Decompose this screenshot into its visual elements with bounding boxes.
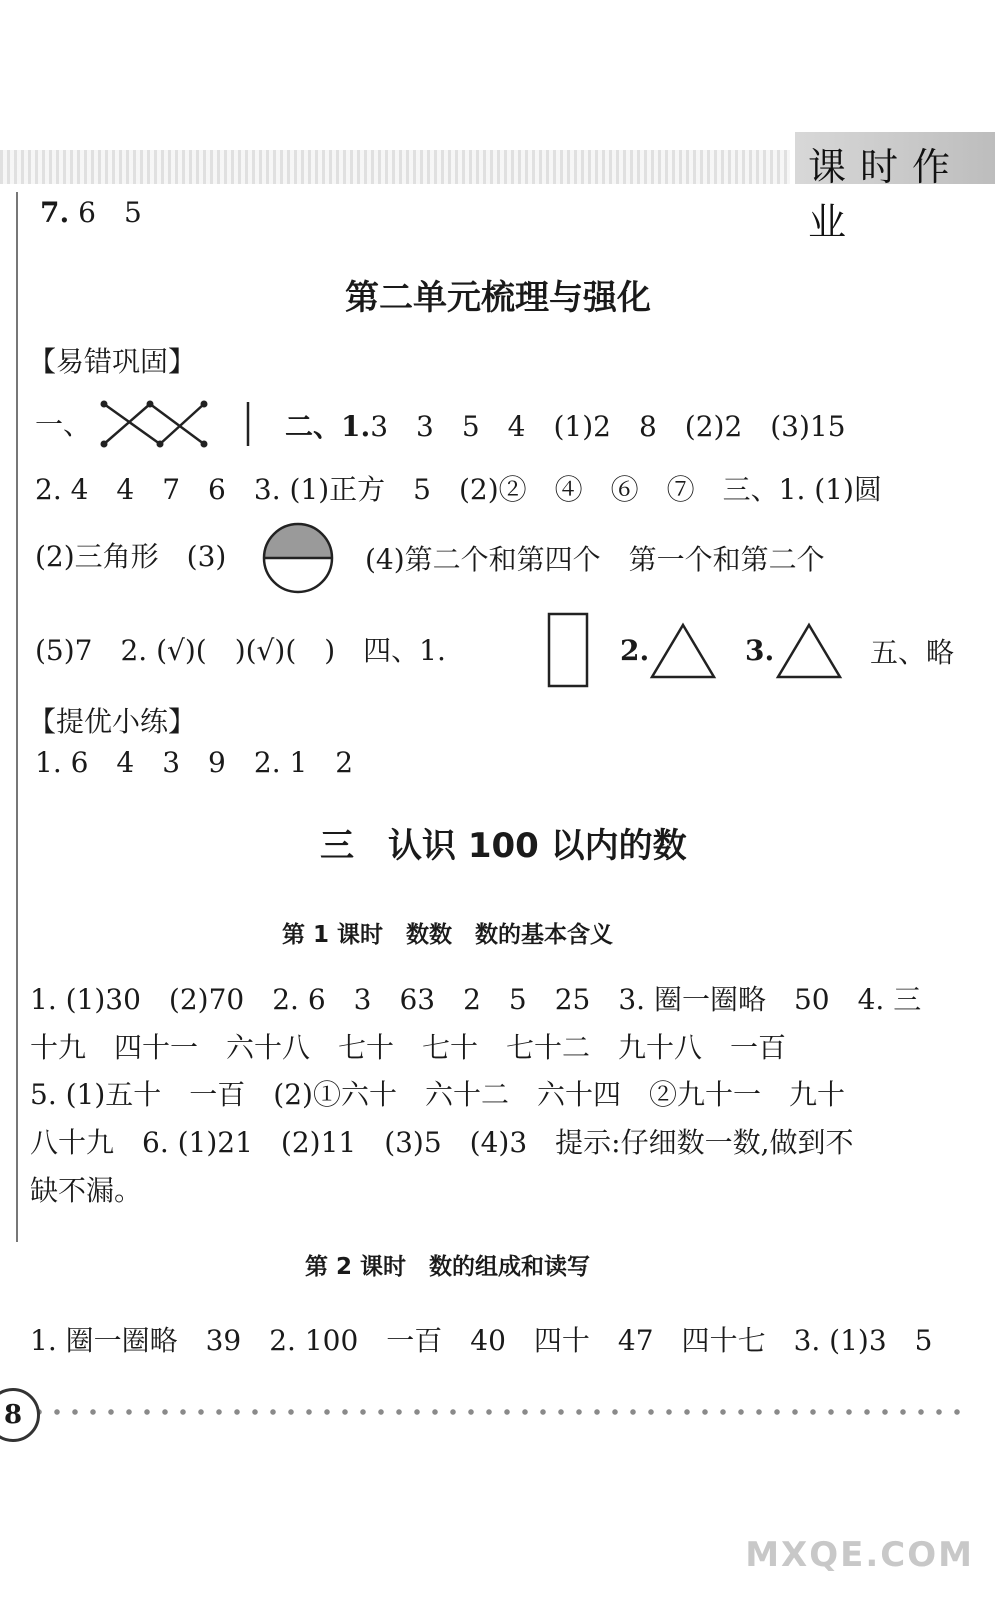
- row3-part2: (4)第二个和第四个 第一个和第二个: [365, 543, 825, 576]
- footer-dot-border: [30, 1405, 970, 1419]
- vertical-segment: [244, 400, 252, 448]
- row3-part1: (2)三角形 (3): [35, 540, 227, 573]
- lesson2-line: 1. 圈一圈略 39 2. 100 一百 40 四十 47 四十七 3. (1)3 5: [30, 1324, 933, 1357]
- lesson1-line: 5. (1)五十 一百 (2)①六十 六十二 六十四 ②九十一 九十: [30, 1078, 845, 1111]
- answer-line-7: 7. 6 5: [40, 196, 142, 229]
- row4-label3: 3.: [745, 634, 775, 667]
- lesson1-title: 第 1 课时 数数 数的基本含义: [282, 922, 614, 948]
- rectangle-shape: [548, 613, 590, 689]
- triangle-shape-1: [650, 623, 716, 679]
- page-number: 8: [0, 1388, 40, 1442]
- lesson1-line: 十九 四十一 六十八 七十 七十 七十二 九十八 一百: [30, 1031, 787, 1064]
- row4-label2: 2.: [620, 634, 650, 667]
- unit2-title: 第二单元梳理与强化: [345, 278, 651, 318]
- row1-prefix: 一、: [35, 408, 92, 441]
- row2: 2. 4 4 7 6 3. (1)正方 5 (2)② ④ ⑥ ⑦ 三、1. (1)圆: [35, 473, 882, 506]
- header-title: 课时作业: [808, 145, 965, 244]
- row4-part1: (5)7 2. (√)( )(√)( ) 四、1.: [35, 634, 446, 667]
- triangle-shape-2: [776, 623, 842, 679]
- watermark-logo: MXQE.COM: [745, 1535, 974, 1575]
- lesson1-line: 八十九 6. (1)21 (2)11 (3)5 (4)3 提示:仔细数一数,做到不: [30, 1126, 854, 1159]
- header-band: [0, 150, 790, 184]
- section-improve-practice: 【提优小练】: [28, 705, 197, 738]
- lesson1-line: 缺不漏。: [30, 1174, 143, 1207]
- row1-part2: 二、1.3 3 5 4 (1)2 8 (2)2 (3)15: [285, 410, 846, 443]
- margin-line: [16, 192, 18, 1242]
- lesson1-line: 1. (1)30 (2)70 2. 6 3 63 2 5 25 3. 圈一圈略 50 4. 三: [30, 983, 922, 1016]
- section-error-review: 【易错巩固】: [28, 345, 197, 378]
- row5: 1. 6 4 3 9 2. 1 2: [35, 746, 354, 779]
- matching-lines-diagram: [100, 400, 210, 448]
- unit3-title: 三 认识 100 以内的数: [320, 826, 687, 866]
- lesson2-title: 第 2 课时 数的组成和读写: [305, 1254, 591, 1280]
- half-shaded-circle: [262, 522, 334, 594]
- row4-part5: 五、略: [870, 636, 955, 669]
